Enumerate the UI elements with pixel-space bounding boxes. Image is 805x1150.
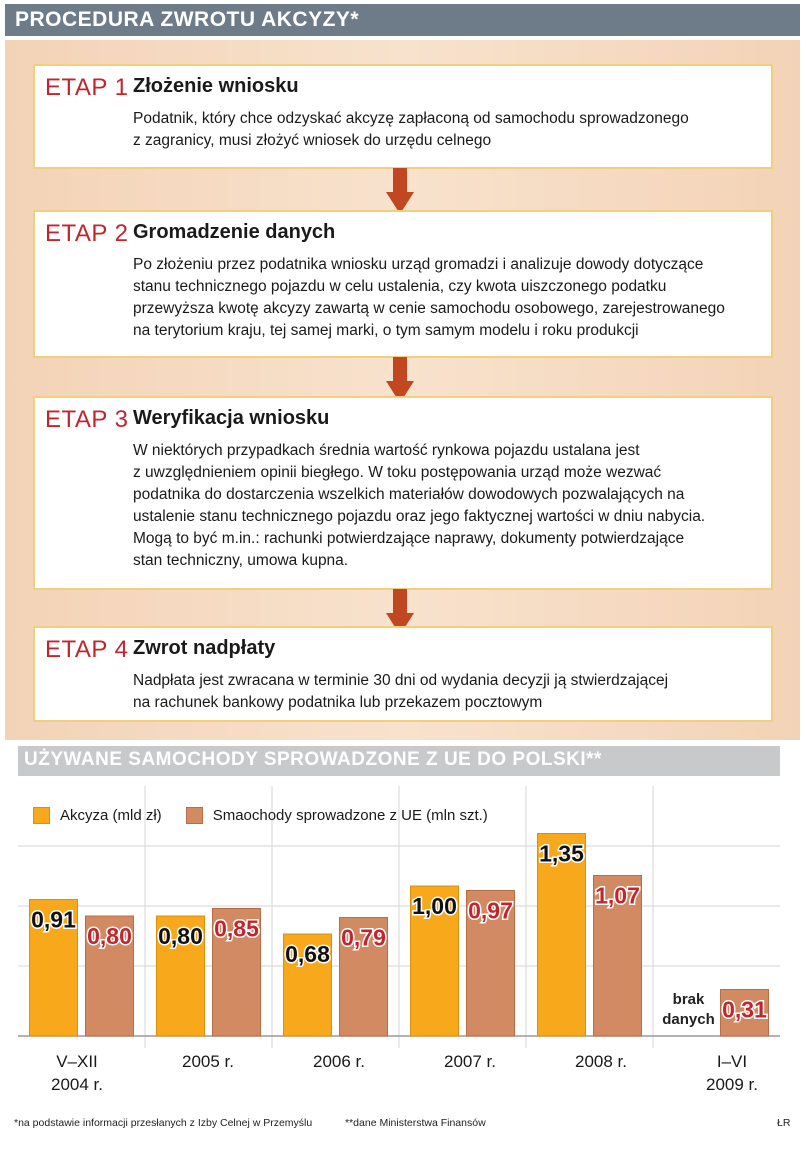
footnote-author: ŁR	[777, 1117, 791, 1129]
data-label: 0,80	[158, 923, 203, 949]
stage-description	[133, 108, 761, 152]
stage-line: z zagranicy, musi złożyć wniosek do urzędu celnego	[133, 132, 492, 149]
data-label: 0,97	[468, 897, 513, 924]
x-tick-label: V–XII 2004 r.	[51, 1052, 103, 1094]
stage-label: ETAP 3	[45, 406, 129, 433]
stage-1	[33, 64, 773, 169]
x-tick-label: 2007 r.	[444, 1052, 496, 1071]
stage-line: na rachunek bankowy podatnika lub przekazem pocztowym	[133, 694, 543, 711]
stage-line: W niektórych przypadkach średnia wartość rynkowa pojazdu ustalana jest	[133, 442, 640, 459]
data-label: 0,79	[341, 924, 386, 951]
legend-item-samochody	[186, 807, 488, 824]
legend-item-akcyza	[33, 807, 162, 824]
footnote-data: **dane Ministerstwa Finansów	[345, 1117, 486, 1129]
down-arrow-icon	[386, 168, 414, 216]
stage-label: ETAP 4	[45, 636, 129, 663]
stage-line: Mogą to być m.in.: rachunki potwierdzające naprawy, dokumenty potwierdzające	[133, 530, 685, 547]
data-label: 0,80	[87, 923, 132, 949]
x-tick-label: I–VI 2009 r.	[706, 1052, 758, 1094]
legend-swatch	[33, 807, 50, 824]
stage-line: przewyższa kwotę akcyzy zawartą w cenie samochodu osobowego, zarejestrowanego	[133, 300, 725, 317]
missing-data-label: danych	[662, 1011, 715, 1028]
data-label: 0,85	[214, 915, 259, 942]
legend-label: Akcyza (mld zł)	[60, 806, 162, 824]
missing-data-label: brak	[672, 991, 705, 1008]
stage-title: Weryfikacja wniosku	[133, 407, 330, 429]
x-tick-label: 2006 r.	[313, 1052, 365, 1071]
stage-title: Gromadzenie danych	[133, 221, 336, 243]
stage-3	[33, 396, 773, 590]
legend-label: Smaochody sprowadzone z UE (mln szt.)	[212, 806, 488, 824]
stage-line: Po złożeniu przez podatnika wniosku urząd gromadzi i analizuje dowody dotyczące	[133, 256, 704, 273]
stage-description	[133, 670, 761, 714]
x-tick-label: 2005 r.	[182, 1052, 234, 1071]
data-label: 1,00	[412, 893, 457, 919]
x-tick-label: 2008 r.	[575, 1052, 627, 1071]
chart-legend	[33, 800, 512, 830]
data-label: 1,07	[595, 882, 640, 909]
stage-line: stanu technicznego pojazdu w celu ustalenia, czy kwota uiszczonego podatku	[133, 278, 667, 295]
data-label: 1,35	[539, 840, 584, 867]
stage-title: Zwrot nadpłaty	[133, 637, 276, 659]
stage-description	[133, 254, 761, 342]
data-label: 0,68	[285, 941, 330, 967]
stage-title: Złożenie wniosku	[133, 75, 299, 97]
stage-label: ETAP 1	[45, 74, 129, 101]
stage-line: z uwzględnieniem opinii biegłego. W toku postępowania urząd może wezwać	[133, 464, 662, 481]
stage-line: ustalenie stanu technicznego pojazdu oraz jego faktycznej wartości w dniu nabycia.	[133, 508, 706, 525]
footnote-source: *na podstawie informacji przesłanych z Izby Celnej w Przemyślu	[14, 1117, 313, 1129]
stage-line: podatnika do dostarczenia wszelkich materiałów dowodowych pozwalających na	[133, 486, 685, 503]
data-label: 0,91	[31, 906, 76, 933]
stage-line: Nadpłata jest zwracana w terminie 30 dni od wydania decyzji ją stwierdzającej	[133, 672, 669, 689]
stage-2	[33, 210, 773, 358]
page-title: PROCEDURA ZWROTU AKCYZY*	[5, 4, 800, 36]
stage-description	[133, 440, 761, 572]
stage-line: Podatnik, który chce odzyskać akcyzę zapłaconą od samochodu sprowadzonego	[133, 110, 689, 127]
stage-label: ETAP 2	[45, 220, 129, 247]
stage-line: na terytorium kraju, tej samej marki, o tym samym modelu i roku produkcji	[133, 322, 639, 339]
chart-title: UŻYWANE SAMOCHODY SPROWADZONE Z UE DO POLSKI**	[18, 746, 780, 776]
data-label: 0,31	[722, 996, 767, 1023]
stage-4	[33, 626, 773, 722]
stage-line: stan techniczny, umowa kupna.	[133, 552, 349, 569]
legend-swatch	[186, 807, 203, 824]
